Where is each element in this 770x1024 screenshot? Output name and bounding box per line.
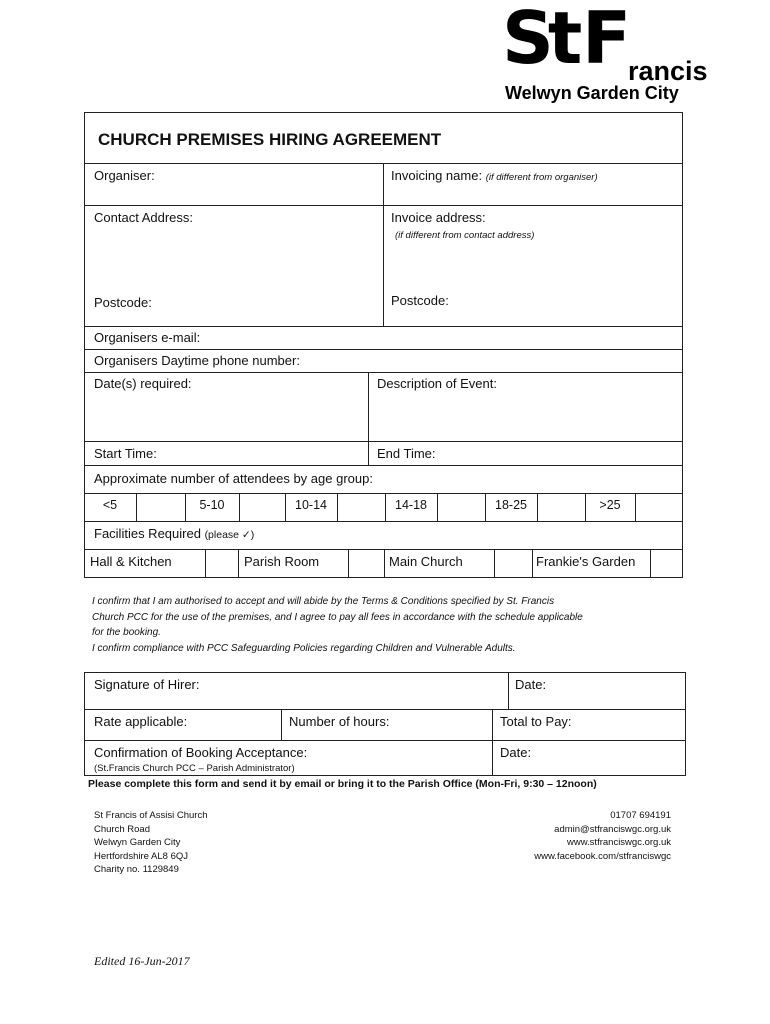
address-line: Hertfordshire AL8 6QJ (94, 850, 188, 862)
confirmation-line: Church PCC for the use of the premises, and I agree to pay all fees in accordance with the schedule applicable (92, 611, 583, 623)
confirmation-line: I confirm that I am authorised to accept and will abide by the Terms & Conditions specified by St. Francis (92, 596, 555, 607)
invoice-address-note: (if different from contact address) (395, 230, 535, 241)
phone-label: Organisers Daytime phone number: (94, 353, 300, 368)
age-group-label: >25 (599, 498, 621, 512)
rate-label: Rate applicable: (94, 714, 188, 729)
attendees-label: Approximate number of attendees by age group: (94, 471, 373, 486)
church-contact (534, 809, 671, 863)
age-group-input[interactable] (240, 494, 284, 520)
age-group-input[interactable] (137, 494, 184, 520)
address-line: St Francis of Assisi Church (94, 810, 208, 821)
signature-date-label: Date: (515, 677, 547, 692)
form-title: CHURCH PREMISES HIRING AGREEMENT (98, 130, 442, 149)
contact-website[interactable]: www.stfranciswgc.org.uk (566, 837, 671, 848)
acceptance-date-label: Date: (500, 745, 532, 760)
age-group-input[interactable] (538, 494, 584, 520)
logo (500, 0, 708, 104)
edited-date: Edited 16-Jun-2017 (94, 954, 190, 968)
logo-f: F (582, 0, 632, 80)
contact-address-label: Contact Address: (94, 210, 193, 225)
total-label: Total to Pay: (500, 714, 572, 729)
email-label: Organisers e-mail: (94, 330, 201, 345)
facilities-text: Facilities Required (94, 526, 201, 541)
facility-checkbox[interactable] (495, 550, 531, 577)
start-time-label: Start Time: (94, 446, 157, 461)
invoicing-name-label (391, 168, 598, 183)
invoice-address-label: Invoice address: (391, 210, 486, 225)
end-time-label: End Time: (377, 446, 436, 461)
logo-rancis: rancis (628, 56, 708, 86)
instruction-text: Please complete this form and send it by email or bring it to the Parish Office (Mon-Fri, 9:30 – 12noon) (88, 778, 597, 790)
invoicing-name-field[interactable] (388, 186, 678, 202)
confirmation-text (92, 594, 682, 656)
confirmation-line: for the booking. (92, 627, 161, 638)
invoice-address-field[interactable] (388, 246, 678, 288)
invoicing-name-text: Invoicing name: (391, 168, 483, 183)
confirmation-line: I confirm compliance with PCC Safeguarding Policies regarding Children and Vulnerable Adults. (92, 642, 516, 654)
facility-option: Parish Room (244, 554, 320, 569)
contact-phone: 01707 694191 (610, 810, 671, 821)
facilities-label (94, 526, 254, 541)
facility-checkbox[interactable] (349, 550, 383, 577)
organiser-label: Organiser: (94, 168, 155, 183)
church-address (94, 809, 208, 877)
age-group-label: 5-10 (199, 498, 225, 512)
address-line: Church Road (94, 823, 150, 835)
address-line: Welwyn Garden City (94, 837, 181, 848)
age-group-input[interactable] (338, 494, 384, 520)
signature-hirer-label: Signature of Hirer: (94, 677, 200, 692)
address-line: Charity no. 1129849 (94, 864, 179, 875)
invoicing-name-note: (if different from organiser) (485, 172, 598, 183)
postcode-right-label: Postcode: (391, 293, 449, 308)
facility-checkbox[interactable] (206, 550, 237, 577)
postcode-left-label: Postcode: (94, 295, 152, 310)
age-group-label: 10-14 (295, 498, 327, 512)
facility-option: Hall & Kitchen (90, 554, 172, 569)
dates-label: Date(s) required: (94, 376, 192, 391)
facilities-note: (please ✓) (204, 529, 255, 541)
organiser-field[interactable] (88, 186, 378, 202)
age-group-input[interactable] (438, 494, 484, 520)
contact-address-field[interactable] (88, 230, 378, 288)
age-group-label: 14-18 (395, 498, 427, 512)
age-group-input[interactable] (636, 494, 682, 520)
logo-place: Welwyn Garden City (505, 83, 679, 103)
acceptance-note: (St.Francis Church PCC – Parish Administrator) (94, 763, 295, 774)
facility-option: Main Church (389, 554, 463, 569)
contact-email[interactable]: admin@stfranciswgc.org.uk (554, 823, 671, 835)
facility-option: Frankie's Garden (536, 554, 636, 569)
logo-st: St (502, 0, 577, 80)
hours-label: Number of hours: (289, 714, 390, 729)
acceptance-label: Confirmation of Booking Acceptance: (94, 745, 308, 760)
age-group-label: <5 (102, 498, 118, 512)
description-label: Description of Event: (377, 376, 497, 391)
contact-facebook[interactable]: www.facebook.com/stfranciswgc (534, 850, 671, 862)
facility-checkbox[interactable] (651, 550, 682, 577)
age-group-label: 18-25 (495, 498, 527, 512)
